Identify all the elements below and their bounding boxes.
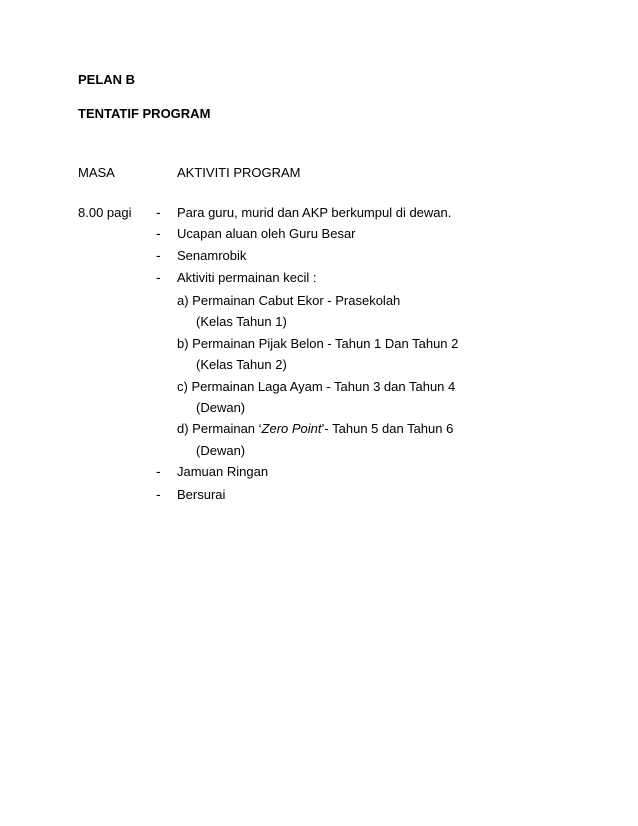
sub-list-item-italic: Zero Point <box>261 421 322 436</box>
sub-list-item: b) Permainan Pijak Belon - Tahun 1 Dan Tahun 2 <box>177 336 459 351</box>
sub-list-item: a) Permainan Cabut Ekor - Prasekolah <box>177 293 401 308</box>
sub-list-item <box>177 421 453 437</box>
bullet-dash: - <box>156 204 161 220</box>
sub-list-item-note: (Dewan) <box>196 443 246 458</box>
sub-list-item-prefix: d) Permainan ‘ <box>177 421 262 436</box>
sub-list-item-note: (Kelas Tahun 1) <box>196 314 287 329</box>
document-title: PELAN B <box>78 72 136 87</box>
sub-list-item-note: (Dewan) <box>196 400 246 415</box>
list-item: Aktiviti permainan kecil : <box>177 270 317 285</box>
list-item: Senamrobik <box>177 248 247 263</box>
schedule-time: 8.00 pagi <box>78 205 132 220</box>
document-subtitle: TENTATIF PROGRAM <box>78 106 211 121</box>
bullet-dash: - <box>156 463 161 479</box>
list-item: Ucapan aluan oleh Guru Besar <box>177 226 356 241</box>
bullet-dash: - <box>156 486 161 502</box>
list-item: Bersurai <box>177 487 226 502</box>
bullet-dash: - <box>156 225 161 241</box>
sub-list-item-note: (Kelas Tahun 2) <box>196 357 287 372</box>
sub-list-item-suffix: ’- Tahun 5 dan Tahun 6 <box>321 421 454 436</box>
column-header-activity: AKTIVITI PROGRAM <box>177 165 301 180</box>
list-item: Para guru, murid dan AKP berkumpul di dewan. <box>177 205 452 220</box>
list-item: Jamuan Ringan <box>177 464 269 479</box>
bullet-dash: - <box>156 269 161 285</box>
bullet-dash: - <box>156 247 161 263</box>
sub-list-item: c) Permainan Laga Ayam - Tahun 3 dan Tahun 4 <box>177 379 456 394</box>
column-header-time: MASA <box>78 165 115 180</box>
